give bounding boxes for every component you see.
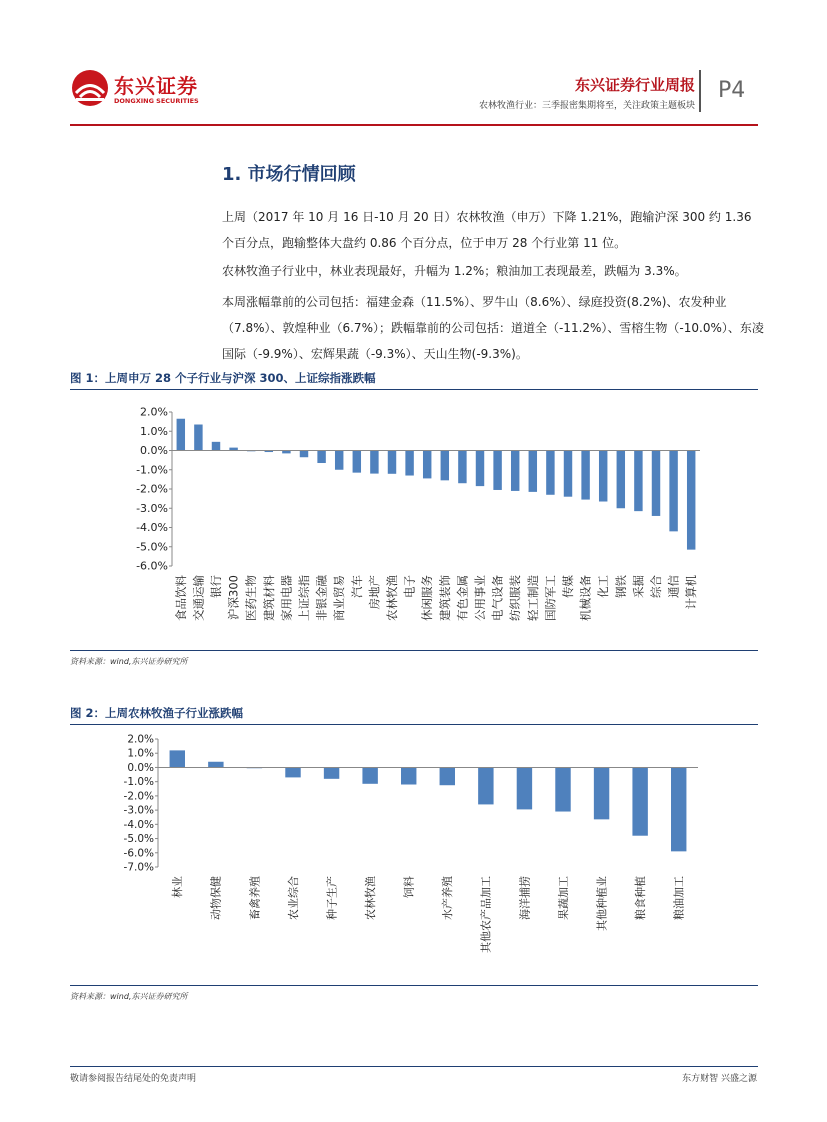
figure1-y-tick-label: 0.0%: [140, 444, 168, 457]
figure2-bar: [594, 767, 609, 819]
figure2-category-label: 海洋捕捞: [518, 876, 532, 920]
figure1-bar: [564, 451, 572, 497]
figure1-bar: [194, 425, 202, 451]
figure1-bar: [581, 451, 589, 500]
figure1-category-label: 机械设备: [578, 575, 593, 621]
figure1-bar: [511, 451, 519, 491]
figure1-top-rule: [70, 389, 758, 390]
figure1-bar: [687, 451, 695, 550]
paragraph-subsector: 农林牧渔子行业中，林业表现最好，升幅为 1.2%；粮油加工表现最差，跌幅为 3.3%。: [222, 264, 687, 278]
figure1-category-label: 通信: [666, 575, 681, 598]
figure1-bar: [353, 451, 361, 473]
footer-slogan: 东方财智 兴盛之源: [682, 1074, 757, 1084]
figure1-bar: [423, 451, 431, 479]
figure2-bar: [632, 767, 647, 835]
figure2-y-tick-label: -1.0%: [123, 776, 154, 789]
figure1-bar: [405, 451, 413, 476]
header-rule: [70, 124, 758, 126]
figure1-category-label: 交通运输: [191, 575, 206, 621]
figure2-y-tick-label: -3.0%: [123, 804, 154, 817]
figure1-bar: [617, 451, 625, 509]
figure2-category-label: 其他种植业: [595, 876, 609, 931]
figure1-category-label: 电气设备: [490, 575, 505, 621]
figure1-category-label: 汽车: [349, 575, 364, 598]
figure1-bar: [441, 451, 449, 481]
figure1-y-tick-label: 2.0%: [140, 405, 168, 419]
figure1-y-tick-label: -3.0%: [136, 501, 168, 515]
figure2-category-label: 畜禽养殖: [248, 876, 262, 920]
figure2-bar: [401, 767, 416, 784]
figure1-category-label: 医药生物: [244, 575, 259, 621]
figure1-category-label: 计算机: [684, 575, 699, 610]
figure1-category-label: 银行: [209, 575, 224, 598]
figure1-category-label: 建筑材料: [261, 575, 276, 621]
figure1-category-label: 国防军工: [543, 575, 558, 621]
figure2-bar: [324, 767, 339, 778]
figure2-chart: [70, 728, 758, 984]
figure2-y-tick-label: 0.0%: [127, 761, 154, 774]
figure1-category-label: 非银金融: [314, 575, 329, 621]
report-subtitle: 农林牧渔行业：三季报密集期将至，关注政策主题板块: [478, 101, 695, 111]
figure2-y-tick-label: -2.0%: [123, 790, 154, 803]
footer-rule: [70, 1066, 758, 1067]
figure1-bar: [529, 451, 537, 492]
figure1-category-label: 综合: [649, 575, 664, 598]
figure2-bar: [478, 767, 493, 804]
figure2-y-tick-label: 1.0%: [127, 747, 154, 760]
page-number: P4: [718, 78, 746, 103]
figure1-category-label: 有色金属: [455, 575, 470, 621]
figure1-bar: [652, 451, 660, 516]
figure1-y-tick-label: 1.0%: [140, 424, 168, 438]
company-logo: [70, 68, 210, 110]
figure1-chart: [70, 395, 758, 650]
figure1-bar: [370, 451, 378, 474]
figure1-y-tick-label: -2.0%: [136, 482, 168, 496]
figure1-category-label: 轻工制造: [525, 575, 540, 621]
figure1-category-label: 纺织服装: [508, 575, 523, 621]
section-title: 1. 市场行情回顾: [222, 164, 356, 185]
figure2-category-label: 林业: [171, 876, 185, 898]
figure2-category-label: 饲料: [402, 876, 416, 898]
figure1-bar: [388, 451, 396, 474]
figure2-bottom-rule: [70, 985, 758, 986]
figure1-category-label: 房地产: [367, 575, 382, 610]
figure1-bar: [335, 451, 343, 470]
figure2-category-label: 粮食种植: [633, 876, 647, 920]
figure2-bar: [440, 767, 455, 785]
figure1-category-label: 化工: [596, 575, 611, 598]
footer-disclaimer: 敬请参阅报告结尾处的免责声明: [70, 1074, 197, 1084]
figure1-y-tick-label: -5.0%: [136, 540, 168, 554]
figure2-category-label: 农林牧渔: [363, 876, 377, 920]
paragraph-companies: 本周涨幅靠前的公司包括：福建金森（11.5%）、罗牛山（8.6%）、绿庭投资(8.2%)、农发种业（7.8%）、敦煌种业（6.7%）；跌幅靠前的公司包括：道道全（-11.2%）、雪榕生物（-10.0%）、东凌国际（-9.9%）、宏辉果蔬（-9.3%）、天山生物(-9.3%)。: [222, 295, 764, 361]
figure2-y-tick-label: -6.0%: [123, 847, 154, 860]
figure1-bar: [212, 442, 220, 451]
figure1-bar: [599, 451, 607, 502]
figure2-bar: [170, 750, 185, 767]
figure2-y-tick-label: 2.0%: [127, 733, 154, 746]
figure1-y-tick-label: -6.0%: [136, 559, 168, 573]
figure1-bar: [493, 451, 501, 490]
figure1-bottom-rule: [70, 650, 758, 651]
figure2-category-label: 果蔬加工: [556, 876, 570, 920]
figure2-y-tick-label: -5.0%: [123, 833, 154, 846]
figure1-y-tick-label: -4.0%: [136, 521, 168, 534]
figure1-category-label: 电子: [402, 575, 417, 598]
figure2-category-label: 农业综合: [286, 876, 300, 920]
figure1-category-label: 沪深300: [226, 575, 241, 620]
figure1-category-label: 钢铁: [613, 575, 628, 598]
figure2-category-label: 粮油加工: [672, 876, 686, 920]
figure2-bar: [285, 767, 300, 777]
figure1-title: 图 1：上周申万 28 个子行业与沪深 300、上证综指涨跌幅: [70, 371, 376, 385]
figure1-bar: [546, 451, 554, 495]
figure2-category-label: 种子生产: [325, 876, 339, 920]
figure2-y-tick-label: -4.0%: [123, 818, 154, 831]
figure2-title: 图 2：上周农林牧渔子行业涨跌幅: [70, 706, 244, 720]
figure2-bar: [208, 762, 223, 768]
figure1-category-label: 农林牧渔: [385, 575, 400, 621]
figure2-source: 资料来源：wind,东兴证券研究所: [70, 992, 188, 1001]
figure1-bar: [476, 451, 484, 487]
figure2-category-label: 水产养殖: [441, 876, 455, 920]
company-logo-icon: [70, 68, 110, 108]
figure1-category-label: 休闲服务: [420, 575, 435, 621]
figure1-category-label: 上证综指: [297, 575, 312, 621]
figure1-source: 资料来源：wind,东兴证券研究所: [70, 657, 188, 666]
logo-english-text: DONGXING SECURITIES: [114, 97, 199, 105]
figure1-y-tick-label: -1.0%: [136, 463, 168, 477]
figure1-bar: [317, 451, 325, 464]
figure1-bar: [300, 451, 308, 458]
figure1-category-label: 采掘: [631, 575, 646, 598]
header-divider: [699, 70, 701, 112]
figure1-bar: [177, 419, 185, 451]
figure2-bar: [555, 767, 570, 811]
paragraph-market-review: 上周（2017 年 10 月 16 日-10 月 20 日）农林牧渔（申万）下降 1.21%，跑输沪深 300 约 1.36 个百分点，跑输整体大盘约 0.86 个百分点，位于申万 28 个行业第 11 位。: [222, 210, 752, 250]
figure2-category-label: 其他农产品加工: [479, 876, 493, 953]
figure1-category-label: 家用电器: [279, 575, 294, 621]
figure1-category-label: 食品饮料: [173, 575, 188, 621]
figure1-category-label: 建筑装饰: [437, 575, 452, 621]
figure1-bar: [634, 451, 642, 512]
figure1-category-label: 商业贸易: [332, 575, 347, 621]
figure2-bar: [517, 767, 532, 809]
figure1-bar: [669, 451, 677, 532]
figure2-bar: [362, 767, 377, 783]
figure2-bar: [671, 767, 686, 851]
figure1-bar: [458, 451, 466, 484]
figure1-category-label: 公用事业: [473, 575, 488, 621]
report-title: 东兴证券行业周报: [574, 76, 695, 94]
figure2-top-rule: [70, 724, 758, 725]
figure1-category-label: 传媒: [561, 575, 576, 598]
figure2-category-label: 动物保健: [209, 876, 223, 920]
figure2-y-tick-label: -7.0%: [123, 861, 154, 874]
logo-text: 东兴证券: [114, 74, 198, 98]
